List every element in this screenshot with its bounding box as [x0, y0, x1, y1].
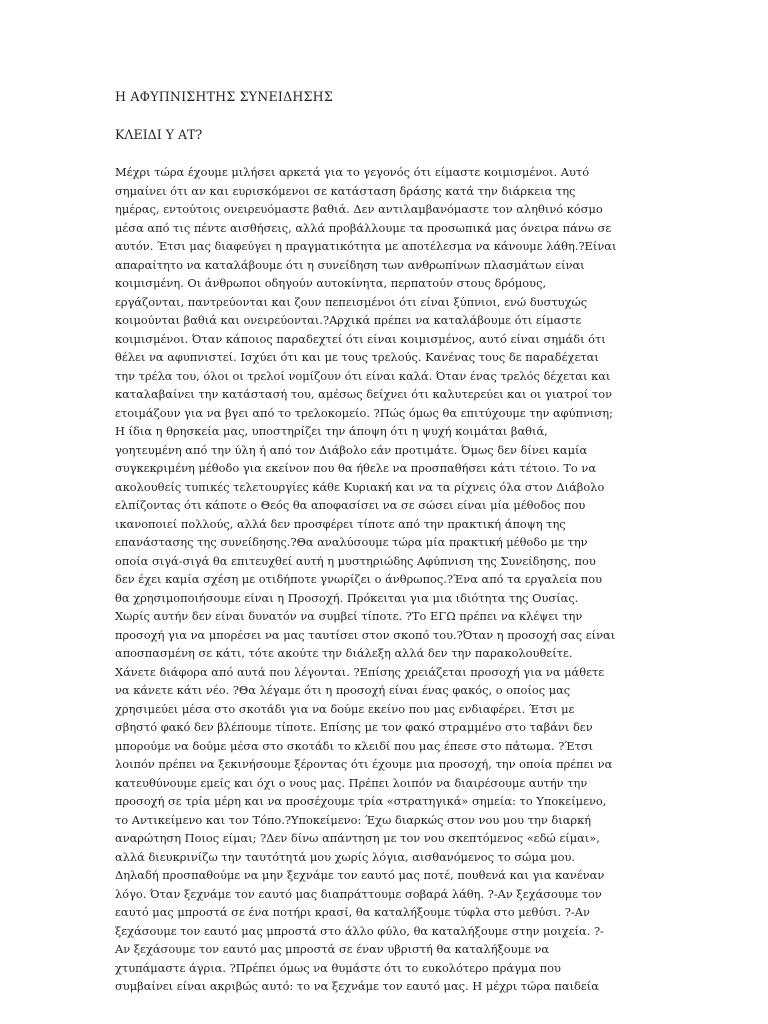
body-text-line: Μέχρι τώρα έχουμε μιλήσει αρκετά για το γεγονός ότι είμαστε κοιμισμένοι. Αυτό — [115, 165, 590, 179]
document-page — [115, 88, 635, 996]
body-text-line: απαραίτητο να καταλάβουμε ότι η συνείδηση των ανθρωπίνων πλασμάτων είναι — [115, 257, 585, 272]
body-text-line: Η ίδια η θρησκεία μας, υποστηρίζει την άποψη ότι η ψυχή κοιμάται βαθιά, — [115, 424, 548, 438]
body-text-line: ετοιμάζουν για να βγει από το τρελοκομείο. ?Πώς όμως θα επιτύχουμε την αφύπνιση; — [115, 405, 613, 420]
body-text-line: χρησιμεύει μέσα στο σκοτάδι για να δούμε εκείνο που μας ενδιαφέρει. Έτσι με — [115, 701, 575, 716]
body-text-line: γοητευμένη από την ύλη ή από τον Διάβολο εάν προτιμάτε. Όμως δεν δίνει καμία — [115, 442, 588, 457]
body-text-line: ελπίζοντας ότι κάποτε ο Θεός θα αποφασίσει να σε σώσει είναι μία μέθοδος που — [115, 498, 586, 512]
body-text-line: εαυτό μας μπροστά σε ένα ποτήρι κρασί, θα καταλήξουμε τύφλα στο μεθύσι. ?-Αν — [115, 905, 590, 919]
body-paragraph — [115, 163, 635, 996]
body-text-line: λόγο. Όταν ξεχνάμε τον εαυτό μας διαπράττουμε σοβαρά λάθη. ?-Αν ξεχάσουμε τον — [115, 886, 602, 901]
body-text-line: ικανοποιεί πολλούς, αλλά δεν προσφέρει τίποτε από την πρακτική άποψη της — [115, 516, 566, 531]
body-text-line: το Αντικείμενο και τον Τόπο.?Υποκείμενο: Έχω διαρκώς στον νου μου την διαρκή — [115, 812, 592, 827]
body-text-line: Χωρίς αυτήν δεν είναι δυνατόν να συμβεί τίποτε. ?Το ΕΓΩ πρέπει να κλέψει την — [115, 609, 583, 623]
body-text-line: θέλει να αφυπνιστεί. Ισχύει ότι και με τους τρελούς. Κανένας τους δε παραδέχεται — [115, 350, 599, 364]
body-text-line: Χάνετε διάφορα από αυτά που λέγονται. ?Επίσης χρειάζεται προσοχή για να μάθετε — [115, 664, 605, 679]
document-title: Η ΑΦΥΠΝΙΣΗΤΗΣ ΣΥΝΕΙΔΗΣΗΣ — [115, 89, 333, 104]
body-text-line: σημαίνει ότι αν και ευρισκόμενοι σε κατάσταση δράσης κατά την διάρκεια της — [115, 183, 576, 198]
body-text-line: ημέρας, εντούτοις ονειρευόμαστε βαθιά. Δεν αντιλαμβανόμαστε τον αληθινό κόσμο — [115, 202, 603, 216]
body-text-line: συμβαίνει είναι ακριβώς αυτό: το να ξεχνάμε τον εαυτό μας. Η μέχρι τώρα παιδεία — [115, 979, 599, 993]
body-text-line: Δηλαδή προσπαθούμε να μην ξεχνάμε τον εαυτό μας ποτέ, πουθενά και για κανέναν — [115, 868, 605, 882]
body-text-line: συγκεκριμένη μέθοδο για εκείνον που θα ήθελε να προσπαθήσει κάτι τέτοιο. Το να — [115, 461, 597, 475]
body-text-line: αλλά διευκρινίζω την ταυτότητά μου χωρίς λόγια, αισθανόμενος το σώμα μου. — [115, 849, 575, 864]
body-text-line: επανάστασης της συνείδησης.?Θα αναλύσουμε τώρα μία πρακτική μέθοδο με την — [115, 535, 588, 549]
body-text-line: θα χρησιμοποιήσουμε είναι η Προσοχή. Πρόκειται για μια ιδιότητα της Ουσίας. — [115, 590, 579, 605]
body-text-line: κατευθύνουμε εμείς και όχι ο νους μας. Πρέπει λοιπόν να διαιρέσουμε αυτήν την — [115, 775, 588, 790]
body-text-line: αυτόν. Έτσι μας διαφεύγει η πραγματικότητα με αποτέλεσμα να κάνουμε λάθη.?Είναι — [115, 239, 617, 253]
body-text-line: κοιμισμένοι. Όταν κάποιος παραδεχτεί ότι είναι κοιμισμένος, αυτό είναι σημάδι ότι — [115, 331, 606, 346]
body-text-line: χτυπάμαστε άγρια. ?Πρέπει όμως να θυμάστε ότι το ευκολότερο πράγμα που — [115, 960, 561, 975]
body-text-line: σβηστό φακό δεν βλέπουμε τίποτε. Επίσης με τον φακό στραμμένο στο ταβάνι δεν — [115, 720, 593, 734]
body-text-line: καταλαβαίνει την κατάστασή του, αμέσως δείχνει ότι καλυτερεύει και οι γιατροί τον — [115, 387, 613, 401]
body-text-line: κοιμισμένη. Οι άνθρωποι οδηγούν αυτοκίνητα, περπατούν στους δρόμους, — [115, 276, 547, 290]
body-text-line: Αν ξεχάσουμε τον εαυτό μας μπροστά σε έναν υβριστή θα καταλήξουμε να — [115, 942, 550, 956]
body-text-line: ακολουθείς τυπικές τελετουργίες κάθε Κυριακή και να τα ρίχνεις όλα στον Διάβολο — [115, 479, 605, 494]
body-text-line: προσοχή για να μπορέσει να μας ταυτίσει στον σκοπό του.?Όταν η προσοχή σας είναι — [115, 627, 616, 642]
body-text-line: προσοχή σε τρία μέρη και να προσέχουμε τρία «στρατηγικά» σημεία: το Υποκείμενο, — [115, 794, 607, 808]
body-text-line: αποσπασμένη σε κάτι, τότε ακούτε την διάλεξη αλλά δεν την παρακολουθείτε. — [115, 646, 573, 660]
body-text-line: εργάζονται, παντρεύονται και ζουν πεπεισμένοι ότι είναι ξύπνιοι, ενώ δυστυχώς — [115, 294, 588, 309]
body-text-line: κοιμούνται βαθιά και ονειρεύονται.?Αρχικά πρέπει να καταλάβουμε ότι είμαστε — [115, 313, 582, 327]
body-text-line: να κάνετε κάτι νέο. ?Θα λέγαμε ότι η προσοχή είναι ένας φακός, ο οποίος μας — [115, 683, 571, 697]
body-text-line: οποία σιγά-σιγά θα επιτευχθεί αυτή η μυστηριώδης Αφύπνιση της Συνείδησης, που — [115, 553, 596, 568]
document-subtitle: ΚΛΕΙΔΙ Υ ΑΤ? — [115, 127, 203, 142]
body-text-line: λοιπόν πρέπει να ξεκινήσουμε ξέροντας ότι έχουμε μια προσοχή, την οποία πρέπει να — [115, 757, 613, 771]
body-text-line: αναρώτηση Ποιος είμαι; ?Δεν δίνω απάντηση με τον νου σκεπτόμενος «εδώ είμαι», — [115, 831, 600, 845]
body-text-line: μπορούμε να δούμε μέσα στο σκοτάδι το κλειδί που μας έπεσε στο πάτωμα. ?Έτσι — [115, 738, 594, 753]
body-text-line: μέσα από τις πέντε αισθήσεις, αλλά προβάλλουμε τα προσωπικά μας όνειρα πάνω σε — [115, 220, 612, 235]
body-text-line: την τρέλα του, όλοι οι τρελοί νομίζουν ότι είναι καλά. Όταν ένας τρελός δέχεται και — [115, 368, 611, 383]
body-text-line: δεν έχει καμία σχέση με οτιδήποτε γνωρίζει ο άνθρωπος.?Ένα από τα εργαλεία που — [115, 572, 603, 586]
body-text-line: ξεχάσουμε τον εαυτό μας μπροστά στο άλλο φύλο, θα καταλήξουμε στην μοιχεία. ?- — [115, 923, 604, 938]
